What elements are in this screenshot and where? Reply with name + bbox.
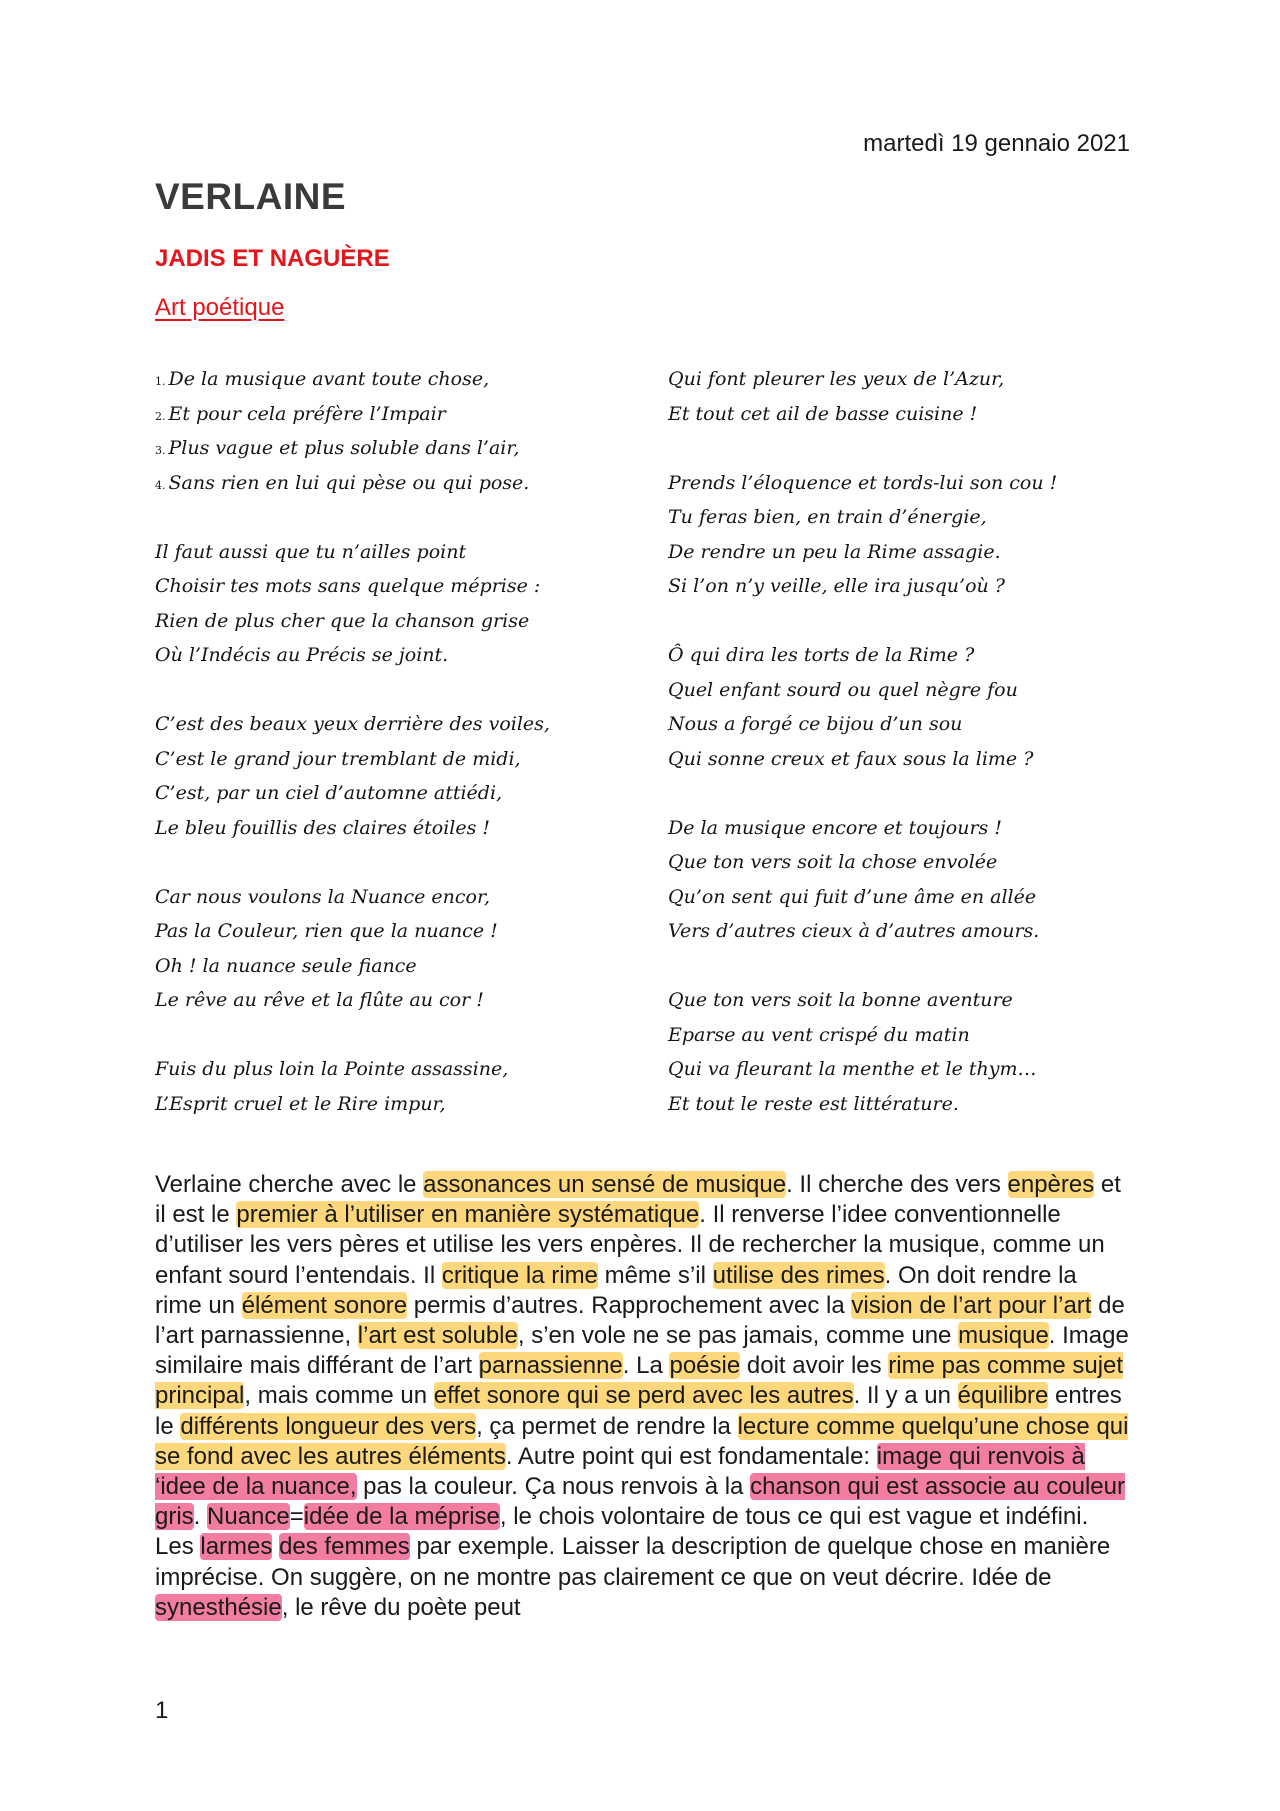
highlight-yellow: assonances un sensé de musique [423, 1171, 787, 1198]
poem-line [155, 811, 635, 846]
poem-line [668, 949, 1148, 984]
highlight-yellow: équilibre [957, 1382, 1049, 1410]
text-segment: . [193, 1503, 208, 1531]
poem-line-text: Fuis du plus loin la Pointe assassine, [155, 1058, 509, 1080]
poem-line [155, 431, 635, 466]
poem-line: Que ton vers soit la chose envolée [668, 851, 998, 873]
highlight-yellow: vision de l’art pour l’art [851, 1291, 1092, 1319]
poem-line-text: Choisir tes mots sans quelque méprise : [155, 575, 541, 597]
poem-line-text: Il faut aussi que tu n’ailles point [155, 540, 467, 563]
poem-column-left [155, 362, 635, 1121]
poem-line [668, 431, 1148, 466]
highlight-yellow: parnassienne [478, 1352, 623, 1380]
poem-line [155, 742, 635, 777]
poem-line [155, 535, 635, 570]
page-title: VERLAINE [155, 176, 347, 217]
poem-line [155, 1018, 635, 1053]
text-segment: entres le [155, 1382, 1122, 1440]
text-segment: . On doit rendre la rime un [155, 1261, 1077, 1319]
poem-line: Qui sonne creux et faux sous la lime ? [668, 747, 1034, 770]
highlight-pink: des femmes [279, 1533, 410, 1561]
text-segment: de l’art parnassienne, [155, 1291, 1125, 1350]
poem-line-text: De la musique avant toute chose, [168, 368, 490, 390]
poem-line: Prends l’éloquence et tords-lui son cou ! [668, 471, 1058, 494]
highlight-yellow: premier à l’utiliser en manière systématique [236, 1201, 700, 1229]
text-segment: , mais comme un [244, 1382, 434, 1410]
page-number: 1 [155, 1697, 169, 1724]
highlight-pink: larmes [200, 1533, 273, 1561]
text-segment: . Il renverse l’idee conventionnelle d’utiliser les vers pères et utilise les vers enpères. Il de rechercher la musique, comme un enfant sourd l’entendais. Il [155, 1201, 1105, 1289]
highlight-pink: image qui renvois à ‘idee de la nuance, [155, 1442, 1085, 1501]
poem-line [155, 880, 635, 915]
text-segment: , le rêve du poète peut [281, 1593, 521, 1621]
poem-line [155, 673, 635, 708]
date: martedì 19 gennaio 2021 [863, 130, 1130, 157]
poem-line: Qui va fleurant la menthe et le thym… [668, 1058, 1037, 1080]
text-segment: par exemple. Laisser la description de quelque chose en manière imprécise. On suggère, on ne montre pas clairement ce que on veut décrire. Idée de [155, 1533, 1111, 1591]
text-segment: , s’en vole ne se pas jamais, comme une [517, 1322, 959, 1350]
highlight-yellow: effet sonore qui se perd avec les autres [433, 1382, 854, 1410]
text-segment: et il est le [155, 1171, 1121, 1229]
highlight-yellow: lecture comme quelqu’une chose qui se fond avec les autres éléments [155, 1412, 1129, 1470]
text-segment: . Autre point qui est fondamentale: [505, 1442, 877, 1470]
text-segment: . Image similaire mais différant de l’art [155, 1322, 1129, 1380]
poem-line: Tu feras bien, en train d’énergie, [668, 506, 987, 528]
poem-line-text: L’Esprit cruel et le Rire impur, [155, 1092, 446, 1115]
poem-line [668, 604, 1148, 639]
poem-line [668, 776, 1148, 811]
poem-line: Si l’on n’y veille, elle ira jusqu’où ? [668, 575, 1005, 597]
poem-line: Vers d’autres cieux à d’autres amours. [668, 920, 1040, 942]
text-segment: . La [622, 1352, 670, 1380]
poem-line [155, 397, 635, 432]
poem-line: Eparse au vent crispé du matin [668, 1023, 970, 1046]
poem-line-text: Le bleu fouillis des claires étoiles ! [155, 816, 491, 839]
line-number: 2. [155, 409, 166, 423]
text-segment: = [289, 1503, 304, 1531]
poem-line: Quel enfant sourd ou quel nègre fou [668, 678, 1018, 701]
notes-paragraph [155, 1170, 1130, 1623]
section-title: JADIS ET NAGUÈRE [155, 245, 390, 272]
poem-line: Que ton vers soit la bonne aventure [668, 989, 1013, 1011]
highlight-pink: synesthésie [155, 1593, 282, 1621]
line-number: 1. [155, 375, 166, 388]
highlight-yellow: rime pas comme sujet principal [155, 1352, 1124, 1410]
highlight-pink: Nuance [207, 1503, 290, 1531]
poem-line-text: Où l’Indécis au Précis se joint. [155, 644, 449, 666]
poem-line [155, 604, 635, 639]
poem-line-text: Oh ! la nuance seule fiance [155, 954, 417, 977]
poem-line-text: Pas la Couleur, rien que la nuance ! [155, 920, 498, 942]
poem-line [155, 500, 635, 535]
poem-line [155, 845, 635, 880]
highlight-yellow: l’art est soluble [357, 1322, 518, 1350]
poem-line-text: Le rêve au rêve et la flûte au cor ! [155, 989, 484, 1011]
highlight-pink: idée de la méprise [303, 1503, 500, 1531]
poem-line-text: C’est le grand jour tremblant de midi, [155, 747, 521, 770]
highlight-yellow: différents longueur des vers [180, 1412, 477, 1440]
text-segment: pas la couleur. Ça nous renvois à la [356, 1473, 751, 1501]
poem-line: Et tout cet ail de basse cuisine ! [668, 402, 978, 425]
poem-title-link[interactable]: Art poétique [155, 294, 285, 321]
text-segment: Verlaine cherche avec le [155, 1171, 424, 1198]
highlight-yellow: poésie [669, 1352, 741, 1380]
poem-line: De la musique encore et toujours ! [668, 816, 1002, 839]
text-segment: permis d’autres. Rapprochement avec la [407, 1291, 852, 1319]
poem-line: De rendre un peu la Rime assagie. [668, 540, 1001, 563]
poem-line-text: Et pour cela préfère l’Impair [168, 402, 446, 425]
poem-line [155, 569, 635, 604]
poem-line-text: Car nous voulons la Nuance encor, [155, 885, 491, 908]
highlight-yellow: critique la rime [441, 1261, 598, 1289]
poem-line [155, 362, 635, 397]
text-segment: , ça permet de rendre la [476, 1412, 738, 1440]
highlight-yellow: élément sonore [241, 1291, 408, 1319]
highlight-pink: chanson qui est associe au couleur gris [155, 1473, 1125, 1531]
poem-line-text: C’est, par un ciel d’automne attiédi, [155, 782, 503, 804]
poem-line [155, 914, 635, 949]
poem-line-text: Sans rien en lui qui pèse ou qui pose. [168, 471, 530, 494]
poem-line [155, 983, 635, 1018]
poem-line-text: C’est des beaux yeux derrière des voiles, [155, 713, 550, 735]
text-segment: doit avoir les [740, 1352, 889, 1380]
poem-line [155, 949, 635, 984]
poem-line [155, 1052, 635, 1087]
highlight-yellow: enpères [1007, 1171, 1095, 1198]
poem-line: Et tout le reste est littérature. [668, 1092, 959, 1115]
text-segment: . Il y a un [853, 1382, 958, 1410]
poem-line-text: Rien de plus cher que la chanson grise [155, 609, 530, 632]
highlight-yellow: utilise des rimes [712, 1261, 885, 1289]
text-segment: même s’il [597, 1261, 713, 1289]
poem-line [155, 776, 635, 811]
text-segment: . Il cherche des vers [786, 1171, 1008, 1198]
highlight-yellow: musique [958, 1322, 1049, 1350]
poem-line [155, 1087, 635, 1122]
poem-line [155, 638, 635, 673]
poem-line [155, 466, 635, 501]
line-number: 3. [155, 444, 166, 457]
poem-line: Qu’on sent qui fuit d’une âme en allée [668, 885, 1037, 908]
poem-line: Ô qui dira les torts de la Rime ? [668, 644, 975, 666]
line-number: 4. [155, 478, 166, 492]
poem-line: Qui font pleurer les yeux de l’Azur, [668, 368, 1005, 390]
poem-line-text: Plus vague et plus soluble dans l’air, [168, 437, 520, 459]
text-segment: , le chois volontaire de tous ce qui est vague et indéfini. Les [155, 1503, 1089, 1561]
poem-column-right [668, 362, 1148, 1121]
poem-line: Nous a forgé ce bijou d’un sou [668, 713, 963, 735]
poem-line [155, 707, 635, 742]
